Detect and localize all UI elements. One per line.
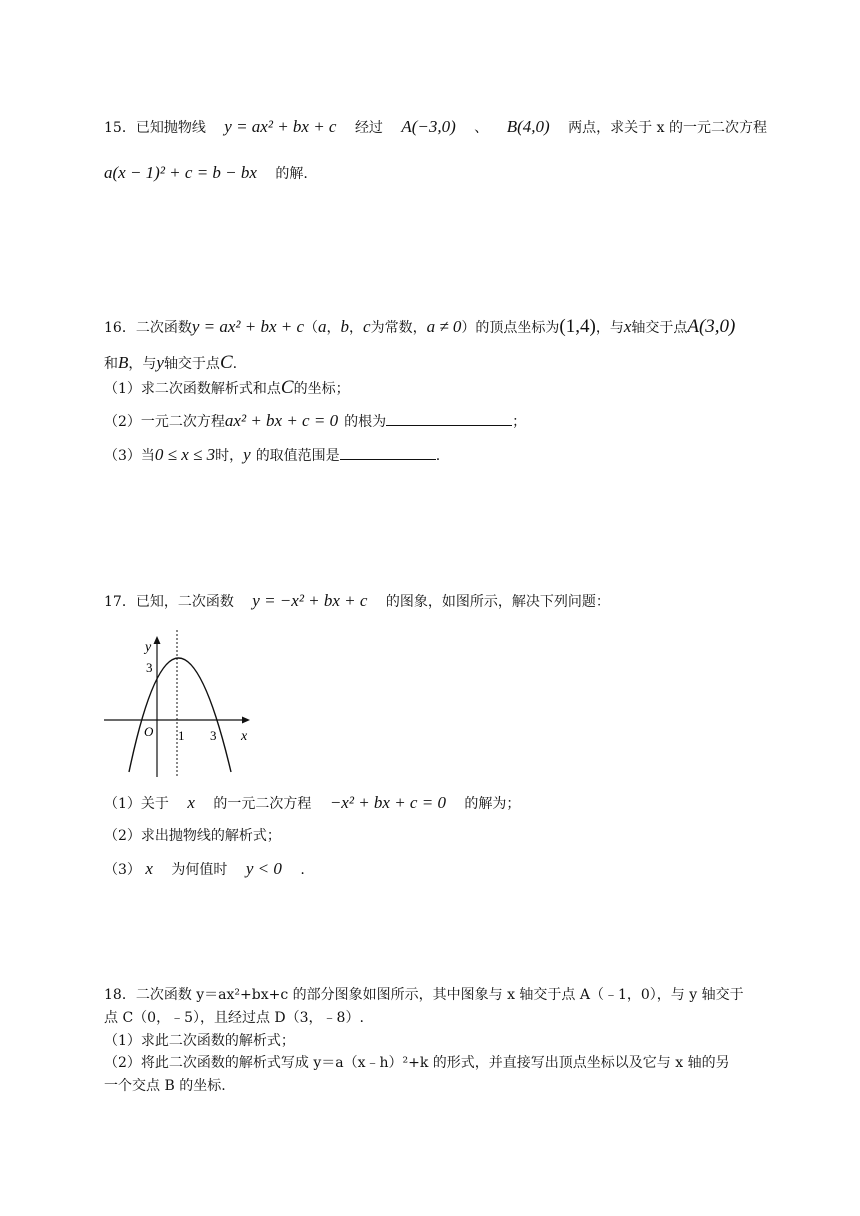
q16-condition: a ≠ 0 bbox=[426, 317, 462, 336]
q16-part3-range: 0 ≤ x ≤ 3 bbox=[154, 445, 216, 464]
q16-equation: y = ax² + bx + c bbox=[191, 317, 305, 336]
graph-origin-label: O bbox=[144, 724, 154, 739]
q16-part3-period: . bbox=[435, 448, 441, 464]
q16-text: 16．二次函数 bbox=[104, 320, 192, 336]
q16-comma: ， bbox=[349, 320, 364, 336]
q17-part1-var-x: x bbox=[187, 793, 195, 812]
q16-part3-text: （3）当 bbox=[104, 448, 155, 464]
graph-y-label: y bbox=[145, 640, 152, 655]
q17-text-figure: 的图象，如图所示，解决下列问题： bbox=[385, 594, 610, 610]
q15-line1 bbox=[104, 117, 767, 138]
q18-line1: 18．二次函数 y＝ax²+bx+c 的部分图象如图所示，其中图象与 x 轴交于点 A（﹣1，0），与 y 轴交于 bbox=[104, 987, 744, 1003]
q17-part3-inequality: y < 0 bbox=[245, 859, 282, 878]
parabola-curve bbox=[129, 658, 231, 772]
q15-separator: 、 bbox=[474, 120, 489, 136]
y-axis-arrow-icon bbox=[154, 636, 161, 644]
q17-part1-text: （1）关于 bbox=[104, 796, 169, 812]
q16-point-a: A(3,0) bbox=[687, 316, 736, 337]
q16-paren: （ bbox=[304, 320, 319, 336]
q16-text-and: 和 bbox=[104, 356, 118, 372]
q16-text-with-y: ，与 bbox=[128, 356, 157, 372]
q18-part2-cont: 一个交点 B 的坐标. bbox=[104, 1078, 226, 1094]
q16-part3-text-when: 时， bbox=[215, 448, 244, 464]
q15-text-solution: 的解. bbox=[275, 166, 308, 182]
q16-vertex: (1,4) bbox=[559, 316, 596, 337]
q17-part3-text-when: 为何值时 bbox=[171, 862, 228, 878]
q16-part2-text: （2）一元二次方程 bbox=[104, 414, 225, 430]
q17-equation: y = −x² + bx + c bbox=[252, 591, 368, 610]
q15-text: 15．已知抛物线 bbox=[104, 120, 206, 136]
q16-text-vertex: ）的顶点坐标为 bbox=[461, 320, 560, 336]
q15-point-b: B(4,0) bbox=[506, 117, 550, 136]
q16-part3 bbox=[104, 445, 440, 466]
q17-parabola-graph bbox=[100, 627, 260, 782]
q16-text-constants: 为常数， bbox=[370, 320, 427, 336]
q18-part2: （2）将此二次函数的解析式写成 y＝a（x﹣h）²+k 的形式，并直接写出顶点坐标以及它与 x 轴的另 bbox=[104, 1055, 730, 1071]
q16-var-y: y bbox=[156, 353, 164, 372]
q15-parabola-equation: y = ax² + bx + c bbox=[224, 117, 337, 136]
q16-var-c: c bbox=[363, 317, 371, 336]
q16-part1 bbox=[104, 378, 350, 399]
graph-y-intercept-label: 3 bbox=[146, 660, 153, 675]
q16-part1-text: （1）求二次函数解析式和点 bbox=[104, 381, 281, 397]
q17-text: 17．已知，二次函数 bbox=[104, 594, 234, 610]
q16-text-with: ，与 bbox=[595, 320, 624, 336]
q15-text-passes: 经过 bbox=[354, 120, 383, 136]
q16-part3-var-y: y bbox=[243, 445, 251, 464]
q17-part3-var-x: x bbox=[145, 859, 153, 878]
q15-point-a: A(−3,0) bbox=[401, 117, 456, 136]
q15-line2 bbox=[104, 163, 308, 184]
q16-point-c: C bbox=[219, 352, 233, 373]
q16-part3-answer-blank bbox=[340, 445, 436, 460]
q16-comma: ， bbox=[326, 320, 341, 336]
q17-part3-text: （3） bbox=[104, 862, 141, 878]
q16-var-x: x bbox=[623, 317, 632, 336]
q17-part1-text-end: 的解为； bbox=[464, 796, 521, 812]
q16-part2-semicolon: ； bbox=[512, 414, 527, 430]
x-axis-arrow-icon bbox=[242, 717, 250, 724]
q15-text-two-points: 两点，求关于 x 的一元二次方程 bbox=[568, 120, 767, 136]
q16-period: . bbox=[232, 356, 238, 372]
q18-line2: 点 C（0，﹣5），且经过点 D（3，﹣8）. bbox=[104, 1010, 364, 1026]
q16-part2 bbox=[104, 411, 526, 432]
q16-part2-equation: ax² + bx + c = 0 bbox=[224, 411, 339, 430]
q16-text-axis: 轴交于点 bbox=[631, 320, 688, 336]
q16-part2-answer-blank bbox=[386, 411, 512, 426]
q16-part2-text-roots: 的根为 bbox=[344, 414, 387, 430]
graph-x3-label: 3 bbox=[210, 728, 217, 743]
q16-point-b: B bbox=[118, 353, 129, 372]
q16-var-a: a bbox=[318, 317, 327, 336]
graph-x1-label: 1 bbox=[178, 728, 185, 743]
q18-part1: （1）求此二次函数的解析式； bbox=[104, 1033, 295, 1049]
q17-part1-equation: −x² + bx + c = 0 bbox=[329, 793, 446, 812]
q16-part1-point-c: C bbox=[280, 377, 294, 398]
q17-part2: （2）求出抛物线的解析式； bbox=[104, 828, 281, 844]
q17-part3 bbox=[104, 859, 305, 880]
q17-part3-period: . bbox=[300, 862, 305, 878]
q16-line1 bbox=[104, 317, 735, 338]
graph-x-label: x bbox=[241, 729, 248, 744]
q16-part1-text-end: 的坐标； bbox=[293, 381, 350, 397]
q16-part3-text-range: 的取值范围是 bbox=[255, 448, 340, 464]
q16-var-b: b bbox=[340, 317, 350, 336]
q15-equation: a(x − 1)² + c = b − bx bbox=[104, 163, 257, 182]
q17-part1 bbox=[104, 793, 520, 814]
q17-line1 bbox=[104, 591, 610, 612]
q16-line2 bbox=[104, 353, 237, 374]
q16-text-y-axis: 轴交于点 bbox=[163, 356, 220, 372]
q17-part1-text-equation: 的一元二次方程 bbox=[213, 796, 312, 812]
